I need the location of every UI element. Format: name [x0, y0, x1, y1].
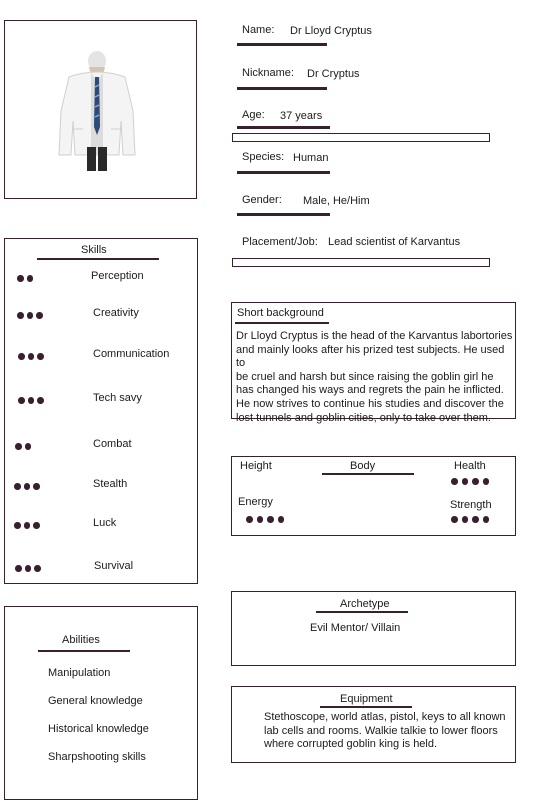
skill-rating: [17, 275, 33, 282]
rating-dot: [278, 516, 285, 523]
gender-value: Male, He/Him: [303, 195, 370, 207]
abilities-title: Abilities: [62, 634, 100, 646]
skills-title-underline: [37, 258, 159, 260]
nickname-value: Dr Cryptus: [307, 68, 360, 80]
archetype-panel: [231, 591, 516, 666]
rating-dot: [257, 516, 264, 523]
rating-dot: [18, 353, 25, 360]
rating-dot: [28, 397, 35, 404]
rating-dot: [451, 478, 458, 485]
background-line: lost tunnels and goblin cities, only to take over them.: [236, 411, 491, 424]
rating-dot: [25, 443, 32, 450]
energy-label: Energy: [238, 496, 273, 508]
rating-dot: [37, 353, 44, 360]
height-label: Height: [240, 460, 272, 472]
species-label: Species:: [242, 151, 285, 163]
name-label: Name:: [242, 24, 275, 36]
placement-divider-bar: [232, 258, 490, 267]
rating-dot: [451, 516, 458, 523]
archetype-value: Evil Mentor/ Villain: [310, 622, 401, 634]
background-line: has changed his ways and regrets the pain he inflicted.: [236, 384, 504, 397]
placement-value: Lead scientist of Karvantus: [328, 236, 461, 248]
background-line: and mainly looks after his prized test subjects. He used to: [236, 343, 505, 370]
archetype-title: Archetype: [340, 598, 390, 610]
rating-dot: [27, 275, 34, 282]
ability-item: Sharpshooting skills: [48, 751, 146, 763]
rating-dot: [33, 522, 40, 529]
skill-name: Luck: [93, 517, 117, 529]
rating-dot: [27, 312, 34, 319]
equipment-line: Stethoscope, world atlas, pistol, keys to all known: [264, 711, 506, 723]
age-underline: [237, 126, 330, 129]
rating-dot: [24, 522, 31, 529]
rating-dot: [33, 483, 40, 490]
equipment-line: where corrupted goblin king is held.: [264, 738, 438, 751]
rating-dot: [15, 443, 22, 450]
skill-rating: [18, 353, 44, 360]
strength-label: Strength: [450, 499, 492, 511]
equipment-text: [264, 711, 506, 752]
rating-dot: [17, 275, 24, 282]
portrait-frame: [4, 20, 197, 199]
skill-rating: [14, 522, 40, 529]
body-title: Body: [350, 460, 376, 472]
rating-dot: [483, 516, 490, 523]
rating-dot: [462, 478, 469, 485]
age-divider-bar: [232, 133, 490, 142]
background-title-underline: [235, 322, 329, 324]
rating-dot: [472, 478, 479, 485]
background-line: He now strives to continue his studies and discover the: [236, 397, 504, 410]
abilities-title-underline: [38, 650, 130, 652]
nickname-underline: [237, 87, 327, 90]
skill-rating: [14, 483, 40, 490]
archetype-title-underline: [316, 611, 408, 613]
rating-dot: [472, 516, 479, 523]
species-value: Human: [293, 152, 329, 164]
skill-name: Combat: [93, 438, 132, 450]
rating-dot: [17, 312, 24, 319]
age-label: Age:: [242, 109, 265, 121]
nickname-label: Nickname:: [242, 67, 294, 79]
rating-dot: [14, 522, 21, 529]
skill-name: Tech savy: [93, 392, 142, 404]
background-line: be cruel and harsh but since raising the goblin girl he: [236, 370, 494, 383]
skill-name: Perception: [91, 270, 144, 282]
background-text: [236, 330, 515, 425]
rating-dot: [36, 312, 43, 319]
gender-underline: [237, 213, 330, 216]
rating-dot: [28, 353, 35, 360]
body-panel: [231, 456, 516, 536]
health-rating: [451, 478, 489, 485]
background-title: Short background: [237, 307, 324, 319]
gender-label: Gender:: [242, 194, 282, 206]
age-value: 37 years: [280, 110, 323, 122]
background-panel: [231, 302, 516, 424]
strength-rating: [451, 516, 489, 523]
rating-dot: [15, 565, 22, 572]
body-title-underline: [322, 473, 414, 475]
skill-rating: [15, 565, 41, 572]
equipment-title-underline: [320, 706, 412, 708]
equipment-line: lab cells and rooms. Walkie talkie to lower floors: [264, 724, 498, 737]
rating-dot: [37, 397, 44, 404]
equipment-panel: [231, 686, 516, 763]
rating-dot: [267, 516, 274, 523]
ability-item: Manipulation: [48, 667, 111, 679]
background-line: Dr Lloyd Cryptus is the head of the Karvantus labortories: [236, 330, 513, 342]
health-label: Health: [454, 460, 486, 472]
energy-rating: [246, 516, 284, 523]
skill-rating: [18, 397, 44, 404]
rating-dot: [18, 397, 25, 404]
rating-dot: [24, 483, 31, 490]
skill-rating: [15, 443, 31, 450]
ability-item: General knowledge: [48, 695, 143, 707]
rating-dot: [462, 516, 469, 523]
rating-dot: [483, 478, 490, 485]
skills-title: Skills: [81, 244, 107, 256]
skill-name: Stealth: [93, 478, 128, 490]
ability-item: Historical knowledge: [48, 723, 149, 735]
rating-dot: [246, 516, 253, 523]
rating-dot: [14, 483, 21, 490]
skills-panel: [4, 238, 198, 584]
equipment-title: Equipment: [340, 693, 393, 705]
placement-label: Placement/Job:: [242, 236, 318, 248]
species-underline: [237, 171, 330, 174]
rating-dot: [34, 565, 41, 572]
abilities-panel: [4, 606, 198, 800]
skill-name: Survival: [94, 560, 134, 572]
name-underline: [237, 43, 327, 46]
skill-name: Creativity: [93, 307, 139, 319]
skill-rating: [17, 312, 43, 319]
person-lab-coat-icon: [53, 51, 141, 173]
skill-name: Communication: [93, 348, 170, 360]
rating-dot: [25, 565, 32, 572]
name-value: Dr Lloyd Cryptus: [290, 25, 372, 37]
